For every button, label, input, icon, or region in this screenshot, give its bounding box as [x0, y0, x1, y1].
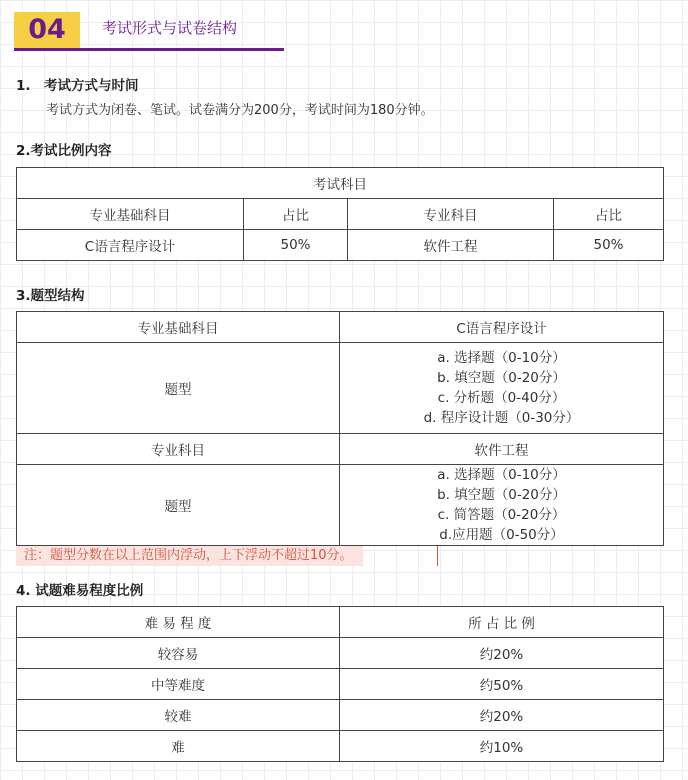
table-header-row	[17, 607, 664, 638]
table-cell: 软件工程	[348, 230, 554, 261]
header-cell: 所 占 比 例	[340, 607, 664, 638]
header-cell: 占比	[244, 199, 348, 230]
difficulty-ratio-table	[16, 606, 664, 762]
section4-heading: 4. 试题难易程度比例	[16, 583, 144, 599]
table-title-cell: 考试科目	[17, 168, 664, 199]
table-header-row	[17, 312, 664, 343]
list-item: d. 程序设计题（0-30分）	[423, 410, 580, 426]
section1-heading: 1. 考试方式与时间	[16, 78, 139, 94]
score-range-note: 注：题型分数在以上范围内浮动，上下浮动不超过10分。	[16, 546, 363, 566]
question-type-list	[340, 465, 664, 546]
list-item: b. 填空题（0-20分）	[437, 487, 566, 503]
table-cell: 约50%	[340, 669, 664, 700]
subject-ratio-table	[16, 167, 664, 261]
table-header-row	[17, 199, 664, 230]
table-cell: 较容易	[17, 638, 340, 669]
table-row	[17, 669, 664, 700]
header-underline	[14, 48, 284, 51]
table-cell: 难	[17, 731, 340, 762]
table-cell: 题型	[17, 343, 340, 434]
section-title: 考试形式与试卷结构	[102, 19, 238, 37]
header-cell: C语言程序设计	[340, 312, 664, 343]
list-item: b. 填空题（0-20分）	[437, 370, 566, 386]
table-row	[17, 230, 664, 261]
table-row	[17, 343, 664, 434]
table-cell: 较难	[17, 700, 340, 731]
section-number-badge: 04	[14, 12, 80, 48]
list-item: c. 简答题（0-20分）	[437, 507, 566, 523]
table-cell: 题型	[17, 465, 340, 546]
text-cursor	[437, 546, 438, 566]
list-item: d.应用题（0-50分）	[439, 527, 564, 543]
section2-heading: 2.考试比例内容	[16, 143, 112, 159]
table-row	[17, 638, 664, 669]
section-header	[14, 12, 284, 52]
header-cell: 专业基础科目	[17, 312, 340, 343]
question-type-table	[16, 311, 664, 546]
table-cell: 中等难度	[17, 669, 340, 700]
table-row	[17, 465, 664, 546]
table-cell: 约10%	[340, 731, 664, 762]
header-cell: 难 易 程 度	[17, 607, 340, 638]
section3-heading: 3.题型结构	[16, 288, 85, 304]
header-cell: 专业科目	[348, 199, 554, 230]
table-cell: 约20%	[340, 700, 664, 731]
table-row	[17, 731, 664, 762]
header-cell: 占比	[554, 199, 664, 230]
header-cell: 专业科目	[17, 434, 340, 465]
table-row	[17, 700, 664, 731]
table-cell: 约20%	[340, 638, 664, 669]
header-cell: 软件工程	[340, 434, 664, 465]
list-item: a. 选择题（0-10分）	[437, 467, 566, 483]
section1-text: 考试方式为闭卷、笔试。试卷满分为200分，考试时间为180分钟。	[46, 103, 434, 118]
list-item: c. 分析题（0-40分）	[437, 390, 566, 406]
table-header-row	[17, 434, 664, 465]
question-type-list	[340, 343, 664, 434]
table-cell: 50%	[554, 230, 664, 261]
table-cell: 50%	[244, 230, 348, 261]
list-item: a. 选择题（0-10分）	[437, 350, 566, 366]
header-cell: 专业基础科目	[17, 199, 244, 230]
table-cell: C语言程序设计	[17, 230, 244, 261]
